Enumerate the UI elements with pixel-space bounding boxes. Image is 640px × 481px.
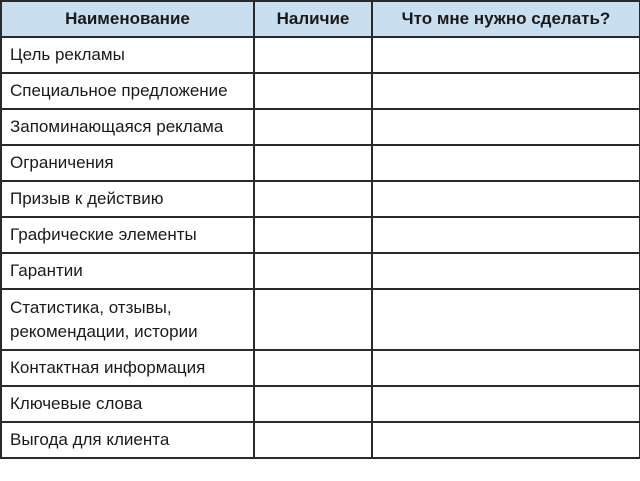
table-row [1, 73, 640, 109]
availability-cell[interactable] [254, 253, 372, 289]
row-name: Запоминающаяся реклама [1, 109, 254, 145]
todo-cell[interactable] [372, 37, 640, 73]
table-row [1, 217, 640, 253]
row-name: Гарантии [1, 253, 254, 289]
table-row [1, 386, 640, 422]
table-row [1, 37, 640, 73]
row-name: Специальное предложение [1, 73, 254, 109]
row-name: Выгода для клиента [1, 422, 254, 458]
availability-cell[interactable] [254, 109, 372, 145]
availability-cell[interactable] [254, 145, 372, 181]
todo-cell[interactable] [372, 350, 640, 386]
availability-cell[interactable] [254, 386, 372, 422]
availability-cell[interactable] [254, 217, 372, 253]
row-name: Статистика, отзывы, рекомендации, истории [1, 289, 254, 350]
table-row [1, 145, 640, 181]
row-name: Призыв к действию [1, 181, 254, 217]
row-name: Ограничения [1, 145, 254, 181]
availability-cell[interactable] [254, 37, 372, 73]
availability-cell[interactable] [254, 73, 372, 109]
table-row [1, 109, 640, 145]
table-row [1, 181, 640, 217]
table-row [1, 253, 640, 289]
todo-cell[interactable] [372, 73, 640, 109]
availability-cell[interactable] [254, 181, 372, 217]
todo-cell[interactable] [372, 253, 640, 289]
header-availability: Наличие [254, 1, 372, 37]
todo-cell[interactable] [372, 386, 640, 422]
header-row [1, 1, 640, 37]
availability-cell[interactable] [254, 289, 372, 350]
todo-cell[interactable] [372, 422, 640, 458]
table-row [1, 350, 640, 386]
row-name: Цель рекламы [1, 37, 254, 73]
row-name: Графические элементы [1, 217, 254, 253]
header-name: Наименование [1, 1, 254, 37]
table-row [1, 289, 640, 350]
table-row [1, 422, 640, 458]
availability-cell[interactable] [254, 350, 372, 386]
header-todo: Что мне нужно сделать? [372, 1, 640, 37]
availability-cell[interactable] [254, 422, 372, 458]
todo-cell[interactable] [372, 181, 640, 217]
todo-cell[interactable] [372, 109, 640, 145]
row-name: Ключевые слова [1, 386, 254, 422]
row-name: Контактная информация [1, 350, 254, 386]
todo-cell[interactable] [372, 217, 640, 253]
todo-cell[interactable] [372, 145, 640, 181]
todo-cell[interactable] [372, 289, 640, 350]
